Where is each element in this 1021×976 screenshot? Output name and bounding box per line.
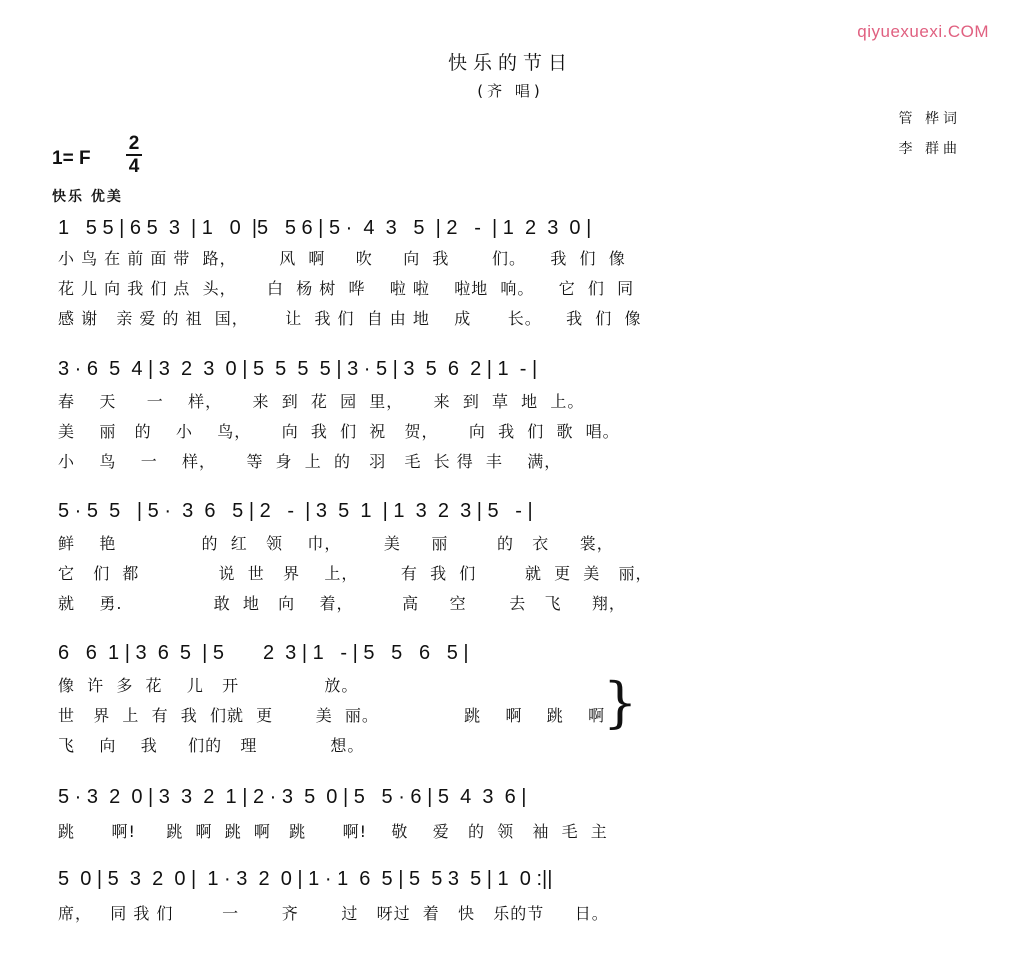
lyric-verse-3: 小 鸟 一 样， 等 身 上 的 羽 毛 长 得 丰 满， [58, 452, 562, 471]
verse-bracket: } [603, 671, 638, 734]
lyric-verse-1: 小 鸟 在 前 面 带 路， 风 啊 吹 向 我 们。 我 们 像 [58, 249, 626, 268]
lyric-verse-1: 春 天 一 样， 来 到 花 园 里， 来 到 草 地 上。 [58, 392, 585, 411]
tempo-marking: 快乐 优美 [52, 189, 123, 205]
watermark: qiyuexuexi.COM [857, 22, 989, 41]
lyric-verse-2: 它 们 都 说 世 界 上， 有 我 们 就 更 美 丽， [58, 564, 653, 583]
lyric-verse-2: 美 丽 的 小 鸟， 向 我 们 祝 贺， 向 我 们 歌 唱。 [58, 422, 620, 441]
notation-line: 3 · 6 5 4 | 3 2 3 0 | 5 5 5 5 | 3 · 5 | 3 5 6 2 | 1 - | [58, 358, 538, 380]
notation-line: 5 · 3 2 0 | 3 3 2 1 | 2 · 3 5 0 | 5 5 · 6 | 5 4 3 6 | [58, 786, 527, 808]
lyric-verse-3: 感 谢 亲 爱 的 祖 国， 让 我 们 自 由 地 成 长。 我 们 像 [58, 309, 642, 328]
time-signature [126, 134, 142, 176]
lyric-verse-1: 像 许 多 花 儿 开 放。 [58, 676, 359, 695]
song-subtitle: (齐 唱) [477, 82, 544, 100]
composer-credit: 李 群曲 [898, 141, 961, 157]
notation-line: 5 · 5 5 | 5 · 3 6 5 | 2 - | 3 5 1 | 1 3 2 3 | 5 - | [58, 500, 533, 522]
notation-line: 5 0 | 5 3 2 0 | 1 · 3 2 0 | 1 · 1 6 5 | 5 5 3 5 | 1 0 :|| [58, 868, 553, 890]
lyric-verse-1: 跳 啊! 跳 啊 跳 啊 跳 啊! 敬 爱 的 领 袖 毛 主 [58, 822, 608, 841]
lyric-verse-1: 席， 同 我 们 一 齐 过 呀过 着 快 乐的节 日。 [58, 904, 609, 923]
lyric-verse-2: 花 儿 向 我 们 点 头， 白 杨 树 哗 啦 啦 啦地 响。 它 们 同 [58, 279, 635, 298]
lyric-verse-3: 飞 向 我 们的 理 想。 [58, 736, 365, 755]
time-signature-bottom: 4 [128, 156, 140, 177]
lyric-verse-1: 鲜 艳 的 红 领 巾， 美 丽 的 衣 裳， [58, 534, 614, 553]
lyric-verse-2: 世 界 上 有 我 们就 更 美 丽。 跳 啊 跳 啊 [58, 706, 606, 725]
song-title: 快乐的节日 [447, 52, 573, 74]
lyricist-credit: 管 桦词 [898, 111, 961, 127]
time-signature-top: 2 [128, 133, 140, 154]
key-signature: 1= F [52, 148, 91, 169]
notation-line: 6 6 1 | 3 6 5 | 5 2 3 | 1 - | 5 5 6 5 | [58, 642, 469, 664]
notation-line: 1 5 5 | 6 5 3 | 1 0 |5 5 6 | 5 · 4 3 5 | 2 - | 1 2 3 0 | [58, 217, 592, 239]
lyric-verse-3: 就 勇. 敢 地 向 着， 高 空 去 飞 翔， [58, 594, 626, 613]
